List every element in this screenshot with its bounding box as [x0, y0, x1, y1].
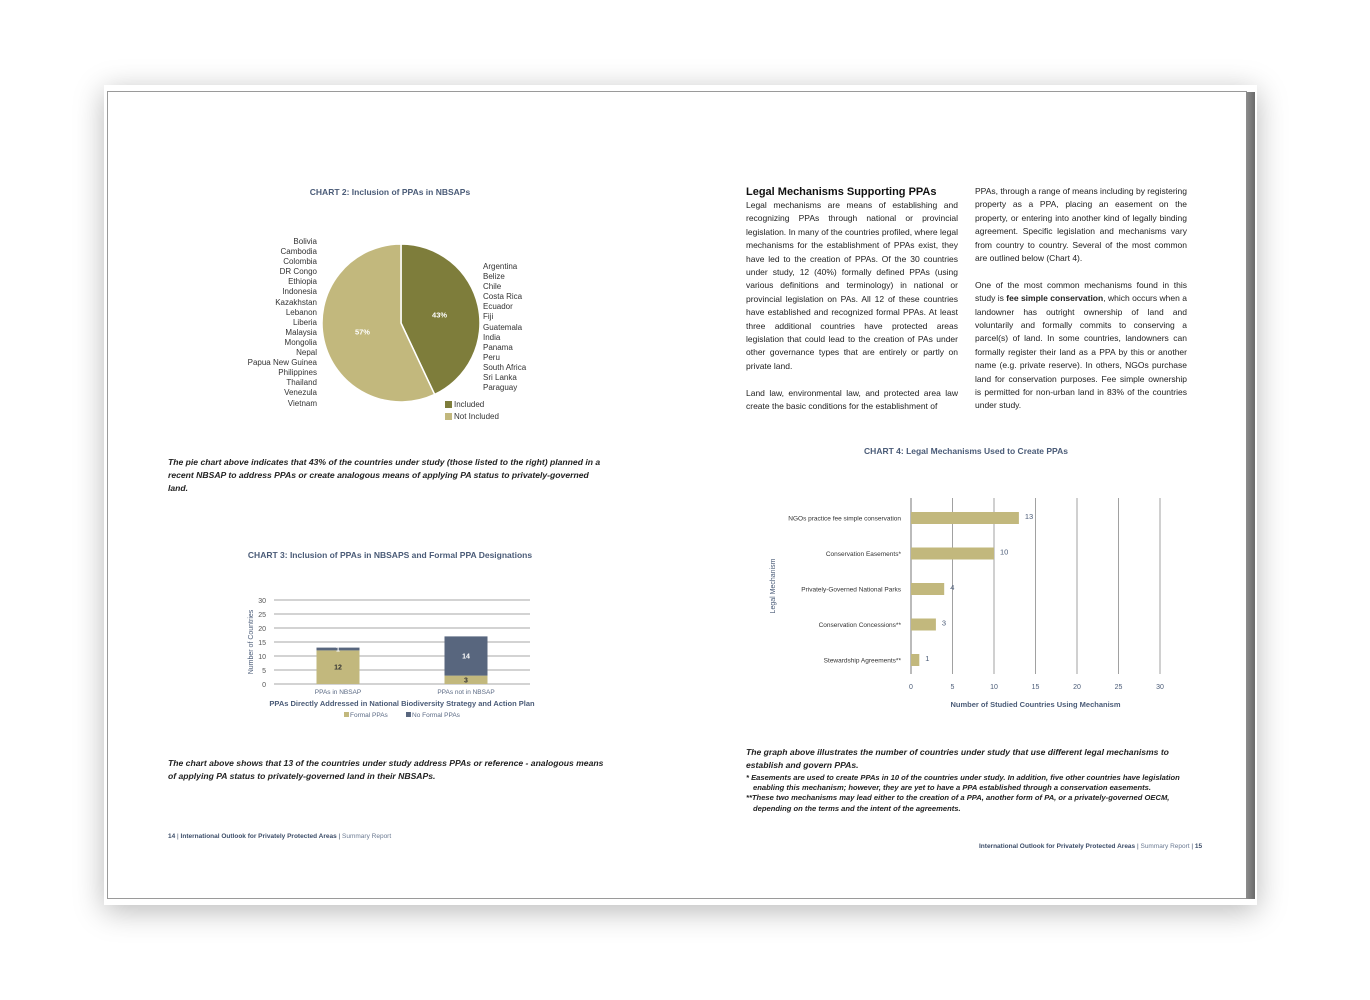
bar-value-label: 3 — [464, 677, 468, 685]
y-tick-label: 5 — [262, 668, 266, 675]
note-mechanisms: **These two mechanisms may lead either to the creation of a PPA, another form of PA, or a privately-governed OECM, depending on the terms and the intent of the agreements. — [746, 793, 1170, 813]
country-included: Guatemala — [483, 322, 523, 332]
country-not-included: Philippines — [278, 368, 317, 378]
country-not-included: Cambodia — [280, 247, 317, 257]
body-column-1 — [746, 199, 958, 427]
note-easements: * Easements are used to create PPAs in 10 of the countries under study. In addition, five other countries have legislation enabling this mechanism; however, they are yet to have a PPA established through a conservation easements. — [746, 773, 1180, 793]
y-tick-label: 10 — [258, 654, 266, 661]
country-not-included: Vietnam — [287, 398, 317, 408]
country-included: Costa Rica — [483, 292, 523, 302]
country-not-included: Ethiopia — [288, 277, 317, 287]
chart3-title: CHART 3: Inclusion of PPAs in NBSAPS and Formal PPA Designations — [247, 550, 533, 560]
y-category-label: NGOs practice fee simple conservation — [788, 515, 901, 523]
country-not-included: Colombia — [283, 257, 317, 267]
chart4-y-axis-title: Legal Mechanism — [770, 558, 777, 614]
bar-mechanism — [911, 548, 994, 560]
bar-mechanism — [911, 583, 944, 595]
x-tick-label: 25 — [1114, 684, 1123, 691]
col2-paragraph-2 — [975, 279, 1187, 413]
chart2-country-list-included — [483, 262, 573, 393]
y-category-label: Conservation Concessions** — [818, 622, 901, 629]
y-tick-label: 15 — [258, 640, 266, 647]
section-title: Legal Mechanisms Supporting PPAs — [746, 186, 937, 198]
chart3-x-axis-title: PPAs Directly Addressed in National Biodiversity Strategy and Action Plan — [269, 699, 535, 708]
chart4-notes — [746, 773, 1187, 814]
country-not-included: Indonesia — [282, 287, 317, 297]
bar-value-label: 12 — [334, 664, 342, 672]
country-included: Belize — [483, 272, 505, 282]
y-tick-label: 0 — [262, 682, 266, 689]
chart4-x-axis-title: Number of Studied Countries Using Mechanism — [950, 700, 1121, 709]
x-category-label: PPAs in NBSAP — [314, 689, 362, 696]
x-category-label: PPAs not in NBSAP — [437, 689, 495, 696]
y-category-label: Privately-Governed National Parks — [801, 586, 901, 594]
bar-mechanism — [911, 619, 936, 631]
chart2-country-list-not-included — [228, 237, 317, 409]
x-tick-label: 5 — [950, 684, 955, 691]
country-not-included: Mongolia — [284, 337, 317, 347]
col2-paragraph-1: PPAs, through a range of means including by registering property as a PPA, placing an easement on the property, or entering into another kind of legally binding agreement. Specific legislation and mechanisms vary from country to country. Several of the most common are outlined below (Chart 4). — [975, 186, 1187, 264]
y-category-label: Conservation Easements* — [825, 551, 901, 558]
country-not-included: Papua New Guinea — [247, 358, 317, 368]
left-page-number: 14 — [168, 833, 176, 840]
country-included: South Africa — [483, 362, 527, 372]
bar-value-label: 3 — [941, 618, 947, 628]
country-not-included: Malaysia — [285, 327, 317, 337]
col2-p2-bold-term: fee simple conservation — [1006, 293, 1104, 304]
y-tick-label: 30 — [258, 598, 266, 605]
pie-value-label: 57% — [354, 327, 370, 337]
col1-paragraph-2: Land law, environmental law, and protected area law create the basic conditions for the establishment of — [746, 387, 958, 412]
x-tick-label: 0 — [909, 684, 913, 691]
country-not-included: Lebanon — [285, 307, 317, 317]
chart4-caption: The graph above illustrates the number of countries under study that use different legal mechanisms to establish and govern PPAs. — [746, 747, 1169, 770]
country-included: Argentina — [483, 262, 518, 271]
legend-swatch-not-included — [445, 413, 452, 420]
country-included: Panama — [483, 342, 513, 352]
x-tick-label: 20 — [1073, 684, 1081, 691]
chart2-legend — [445, 399, 499, 423]
right-page-footer: International Outlook for Privately Protected Areas | Summary Report | 15 — [979, 843, 1203, 850]
legend-formal-ppas-label: Formal PPAs — [350, 712, 388, 719]
country-included: Sri Lanka — [483, 373, 517, 383]
chart2-caption: The pie chart above indicates that 43% of the countries under study (those listed to the right) planned in a recent NBSAP to address PPAs or create analogous means of applying PA status to privately-governed land. — [168, 457, 601, 493]
right-footer-subtitle: Summary Report — [1140, 843, 1190, 850]
legend-label-included: Included — [454, 400, 485, 409]
country-not-included: Bolivia — [293, 237, 317, 246]
y-category-label: Stewardship Agreements** — [823, 657, 901, 665]
bar-value-label: 4 — [950, 583, 955, 592]
x-tick-label: 15 — [1031, 684, 1040, 691]
left-footer-title: International Outlook for Privately Protected Areas — [180, 833, 337, 840]
legend-no-formal-ppas-label: No Formal PPAs — [412, 712, 460, 719]
pie-value-label: 43% — [432, 310, 448, 320]
chart4-title: CHART 4: Legal Mechanisms Used to Create PPAs — [864, 446, 1068, 456]
country-included: Ecuador — [483, 302, 513, 312]
page-edge — [1246, 92, 1255, 899]
bar-value-label: 13 — [1024, 512, 1034, 521]
bar-mechanism — [911, 512, 1019, 524]
col2-p2-text-end: , which occurs when a landowner has outright ownership of land and voluntarily and formally commits to conserving a parcel(s) of land. In some countries, landowners can formally register their land as a PPA by this or another name (e.g. private reserve). In others, NGOs purchase land for conservation purposes. Fee simple ownership is permitted for non-urban land in 83% of the countries under study. — [975, 293, 1187, 411]
legend-item-included — [445, 399, 499, 411]
bar-value-label: 14 — [462, 653, 470, 661]
x-tick-label: 10 — [990, 684, 998, 691]
legend-formal-ppas-swatch — [344, 712, 349, 717]
left-footer-subtitle: Summary Report — [342, 833, 392, 840]
y-tick-label: 20 — [258, 626, 266, 633]
col2-p2-text-start: One of the most common mechanisms found in this study is — [975, 279, 1187, 304]
left-page-footer: 14 | International Outlook for Privately Protected Areas | Summary Report — [168, 833, 392, 840]
legend-swatch-included — [445, 401, 452, 408]
chart2-pie — [321, 243, 481, 403]
country-not-included: Liberia — [292, 317, 317, 327]
country-included: Fiji — [483, 312, 494, 322]
y-tick-label: 25 — [258, 612, 266, 619]
right-footer-title: International Outlook for Privately Protected Areas — [979, 843, 1136, 850]
right-page-number: 15 — [1194, 843, 1203, 850]
legend-label-not-included: Not Included — [454, 412, 499, 421]
chart4-horizontal-bar — [765, 490, 1195, 715]
legend-item-not-included — [445, 411, 499, 423]
country-not-included: DR Congo — [279, 267, 317, 277]
country-not-included: Venezula — [284, 388, 317, 398]
country-not-included: Kazakhstan — [275, 297, 317, 307]
chart3-caption: The chart above shows that 13 of the countries under study address PPAs or reference - analogous means of applying PA status to privately-governed land in their NBSAPs. — [168, 758, 604, 781]
country-included: Peru — [483, 352, 500, 362]
x-tick-label: 30 — [1156, 684, 1164, 691]
col1-paragraph-1: Legal mechanisms are means of establishing and recognizing PPAs through national or provincial legislation. In many of the countries profiled, where legal mechanisms for the establishment of PPAs exist, they have led to the creation of PPAs. Of the 30 countries under study, 12 (40%) formally defined PPAs (using various definitions and terminology) in national or provincial legislation on PAs. All 12 of these countries have established and recognized formal PPAs. At least three additional countries have protected areas legislation that could lead to the creation of PAs under other governance types that are entirely or partly on private land. — [746, 200, 958, 371]
country-not-included: Thailand — [286, 378, 317, 388]
country-included: Chile — [483, 282, 502, 292]
body-column-2 — [975, 185, 1187, 426]
chart3-y-axis-title: Number of Countries — [248, 609, 255, 675]
legend-no-formal-ppas-swatch — [406, 712, 411, 717]
country-not-included: Nepal — [296, 348, 317, 358]
chart2-title: CHART 2: Inclusion of PPAs in NBSAPs — [309, 187, 471, 197]
bar-value-label: 1 — [925, 654, 930, 663]
country-included: India — [483, 332, 501, 342]
chart3-stacked-bar — [240, 592, 550, 724]
bar-value-label: 1 — [336, 646, 340, 654]
country-included: Paraguay — [483, 383, 518, 393]
bar-value-label: 10 — [1000, 547, 1009, 557]
bar-mechanism — [911, 654, 919, 666]
